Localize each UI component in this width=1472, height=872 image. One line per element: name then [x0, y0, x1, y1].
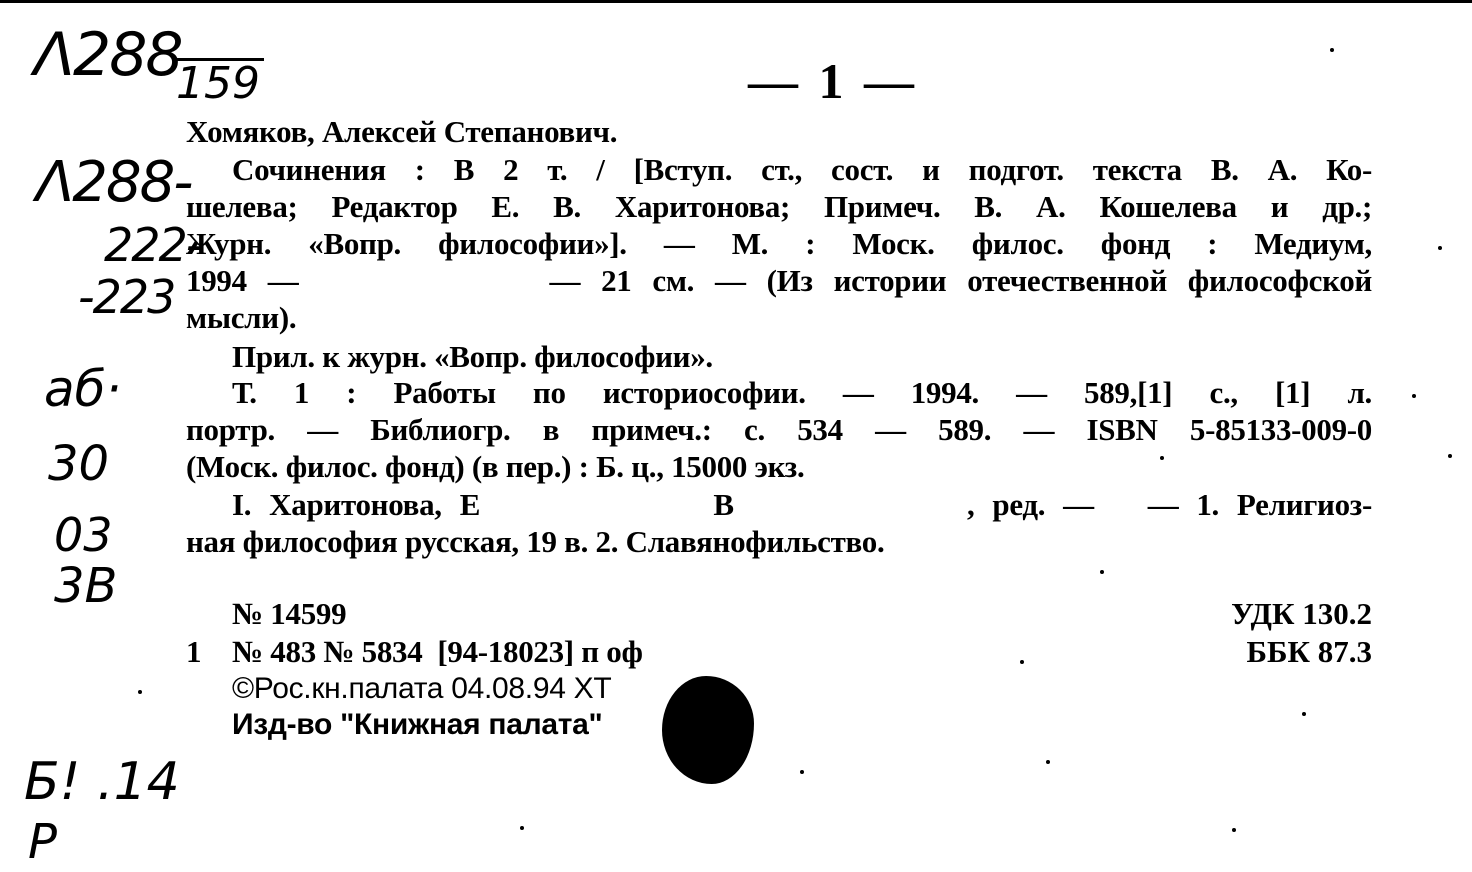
record-number: № 14599	[232, 596, 347, 631]
scan-speck	[1412, 394, 1416, 398]
scan-speck	[138, 690, 142, 694]
handwritten-code-30: 30	[48, 436, 110, 492]
udk-code: УДК 130.2	[1231, 596, 1372, 631]
card-number: — 1 —	[748, 53, 918, 109]
volume-line-3: (Моск. филос. фонд) (в пер.) : Б. ц., 15000 экз.	[186, 449, 805, 484]
handwritten-code-ab: аб·	[44, 360, 122, 418]
scan-speck	[1438, 246, 1442, 250]
handwritten-call-number-1: Λ288-	[36, 150, 192, 215]
entry-note: Прил. к журн. «Вопр. философии».	[232, 339, 713, 374]
scan-speck	[800, 770, 804, 774]
scan-speck	[1100, 570, 1104, 574]
scan-speck	[1330, 48, 1334, 52]
publisher-line: Изд-во "Книжная палата"	[232, 708, 603, 741]
top-border	[0, 0, 1472, 3]
scan-speck	[1046, 760, 1050, 764]
bbk-code: ББК 87.3	[1246, 634, 1372, 669]
ink-stamp-blot	[662, 676, 754, 784]
scan-speck	[1160, 456, 1164, 460]
entry-body-line-2: шелева; Редактор Е. В. Харитонова; Примеч. В. А. Кошелева и др.;	[186, 189, 1372, 224]
tracing-line-2: ная философия русская, 19 в. 2. Славянофильство.	[186, 524, 885, 559]
order-prefix: 1	[186, 634, 202, 669]
volume-line-1: Т. 1 : Работы по историософии. — 1994. — 589,[1] с., [1] л.	[232, 375, 1372, 410]
entry-body-line-4: 1994 — — 21 см. — (Из истории отечественной философской	[186, 263, 1372, 298]
entry-heading: Хомяков, Алексей Степанович.	[186, 114, 618, 149]
entry-body-line-1: Сочинения : В 2 т. / [Вступ. ст., сост. и подгот. текста В. А. Ко-	[232, 152, 1372, 187]
handwritten-bottom-note-1: Б! .14	[24, 752, 180, 812]
handwritten-code-3b: 3B	[54, 558, 118, 614]
entry-body-line-5: мысли).	[186, 300, 297, 335]
scan-speck	[520, 826, 524, 830]
handwritten-shelf-sub: 159	[172, 58, 264, 107]
scan-speck	[1232, 828, 1236, 832]
order-line: № 483 № 5834 [94-18023] п оф	[232, 634, 643, 669]
handwritten-code-03: 03	[54, 508, 113, 562]
scan-speck	[1020, 660, 1024, 664]
entry-body-line-3: Журн. «Вопр. философии»]. — М. : Моск. филос. фонд : Медиум,	[186, 226, 1372, 261]
copyright-line: ©Рос.кн.палата 04.08.94 ХТ	[232, 672, 612, 705]
handwritten-shelf-mark: Λ288	[34, 20, 182, 90]
tracing-line-1: I. Харитонова, Е В , ред. — — 1. Религиоз-	[232, 487, 1372, 522]
scan-speck	[1448, 454, 1452, 458]
handwritten-bottom-note-2: P	[28, 814, 57, 870]
handwritten-call-number-2: 222-	[104, 218, 201, 272]
volume-line-2: портр. — Библиогр. в примеч.: с. 534 — 589. — ISBN 5-85133-009-0	[186, 412, 1372, 447]
handwritten-call-number-3: -223	[78, 270, 175, 324]
scan-speck	[1302, 712, 1306, 716]
